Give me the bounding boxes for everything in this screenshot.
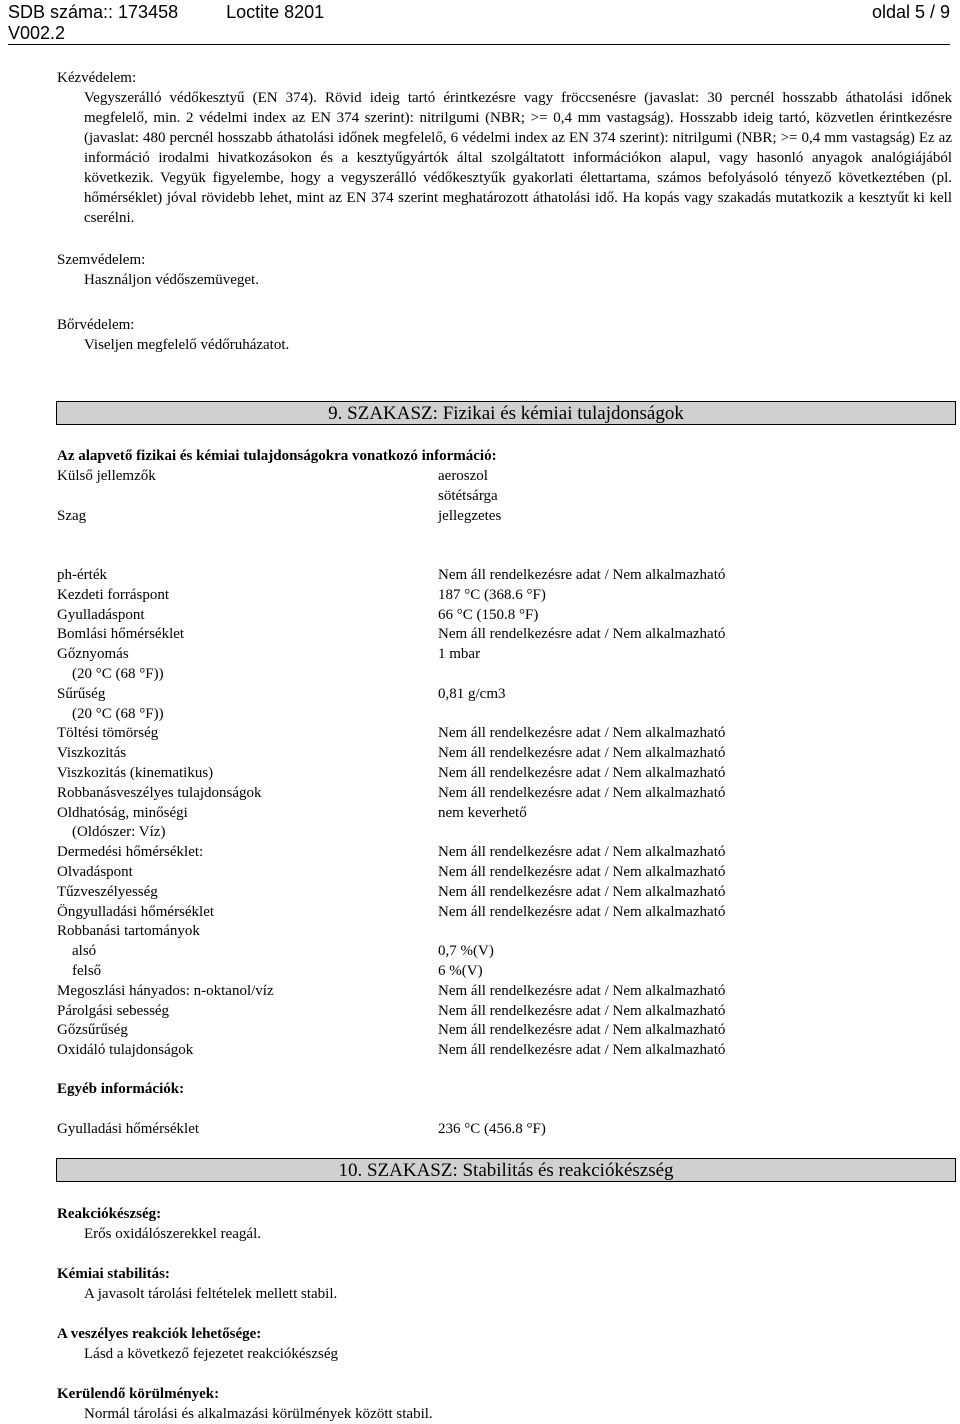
page-header [8, 0, 950, 45]
property-row [57, 803, 937, 823]
property-row [57, 862, 937, 882]
section-9-heading: 9. SZAKASZ: Fizikai és kémiai tulajdonságok [56, 401, 956, 425]
product-name: Loctite 8201 [226, 2, 325, 22]
stability-title: Kémiai stabilitás: [57, 1266, 170, 1282]
property-row [57, 961, 937, 981]
stability-text: A javasolt tárolási feltételek mellett stabil. [84, 1286, 338, 1302]
property-value: Nem áll rendelkezésre adat / Nem alkalmazható [438, 1022, 726, 1039]
property-value: Nem áll rendelkezésre adat / Nem alkalmazható [438, 844, 726, 861]
property-value: Nem áll rendelkezésre adat / Nem alkalmazható [438, 626, 726, 643]
sdb-number: SDB száma:: 173458 [8, 2, 179, 22]
property-value: Nem áll rendelkezésre adat / Nem alkalmazható [438, 567, 726, 583]
header-line [8, 2, 324, 23]
property-row [57, 921, 937, 941]
property-value: Nem áll rendelkezésre adat / Nem alkalmazható [438, 784, 726, 801]
property-label: Bomlási hőmérséklet [57, 626, 185, 643]
property-label: (20 °C (68 °F)) [57, 666, 164, 682]
property-label: Viszkozitás (kinematikus) [57, 765, 214, 781]
property-label: Tűzveszélyesség [57, 883, 158, 900]
property-row [57, 664, 937, 684]
property-row [57, 1040, 937, 1060]
ignition-temp-value: 236 °C (456.8 °F) [438, 1121, 546, 1137]
property-label: Megoszlási hányados: n-oktanol/víz [57, 982, 274, 999]
property-label: (20 °C (68 °F)) [57, 705, 164, 722]
property-value: Nem áll rendelkezésre adat / Nem alkalmazható [438, 1002, 726, 1019]
property-row [57, 605, 937, 625]
property-row [57, 1020, 937, 1040]
property-value: 0,81 g/cm3 [438, 685, 506, 702]
property-value: Nem áll rendelkezésre adat / Nem alkalmazható [438, 765, 726, 781]
hand-protection-text: Vegyszerálló védőkesztyű (EN 374). Rövid ideig tartó érintkezésre vagy fröccsenésre (javaslat: 30 percnél hosszabb áthatolási időnek megfelelő, min. 2 védelmi index az EN 374 szerint): nitrilgumi (NBR; >= 0,4 mm vastagság). Hosszabb ideig tartó, közvetlen érintkezésre (javaslat: 480 percnél hosszabb áthatolási időnek megfelelő, 6 védelmi index az EN 374 szerint): nitrilgumi (NBR; >= 0,4 mm vastagság) Ez az információ irodalmi hivatkozásokon és a kesztyűgyártók által szolgáltatott információkon alapul, vagy hasonló anyagok analógiájából következik. Vegyük figyelembe, hogy a vegyszerálló védőkesztyűk gyakorlati élettartama, számos befolyásoló tényező következtében (pl. hőmérséklet) jóval rövidebb lehet, mint az EN 374 szerint meghatározott áthatolási idő. Ha kopás vagy szakadás mutatkozik a kesztyűt ki kell cserélni. [84, 90, 952, 226]
hand-protection-title: Kézvédelem: [57, 70, 137, 86]
version: V002.2 [8, 23, 66, 43]
skin-protection-title: Bőrvédelem: [57, 317, 135, 333]
property-value: 0,7 %(V) [438, 943, 494, 960]
property-row [57, 565, 937, 585]
property-row [57, 684, 937, 704]
property-row [57, 941, 937, 961]
property-value: Nem áll rendelkezésre adat / Nem alkalmazható [438, 982, 726, 999]
property-label: Töltési tömörség [57, 725, 159, 742]
section-9-subtitle: Az alapvető fizikai és kémiai tulajdonságokra vonatkozó információ: [57, 448, 497, 464]
property-row [57, 902, 937, 922]
property-value: Nem áll rendelkezésre adat / Nem alkalmazható [438, 864, 726, 880]
ignition-temp-label: Gyulladási hőmérséklet [57, 1121, 200, 1137]
property-value: Nem áll rendelkezésre adat / Nem alkalmazható [438, 725, 726, 742]
property-value: Nem áll rendelkezésre adat / Nem alkalmazható [438, 903, 726, 920]
property-label: Sűrűség [57, 685, 106, 702]
appearance-value: aeroszol [438, 468, 488, 484]
property-label: Párolgási sebesség [57, 1002, 170, 1019]
property-label: Öngyulladási hőmérséklet [57, 903, 215, 920]
odor-value: jellegzetes [438, 508, 502, 524]
conditions-to-avoid-title: Kerülendő körülmények: [57, 1386, 220, 1402]
hazardous-reactions-text: Lásd a következő fejezetet reakciókészség [84, 1346, 339, 1362]
property-label: Robbanásveszélyes tulajdonságok [57, 784, 262, 801]
property-row [57, 624, 937, 644]
color-value: sötétsárga [438, 488, 498, 504]
property-row [57, 822, 937, 842]
property-row [57, 704, 937, 724]
property-value: Nem áll rendelkezésre adat / Nem alkalmazható [438, 883, 726, 900]
property-label: alsó [57, 943, 97, 960]
property-label: Viszkozitás [57, 745, 127, 762]
property-value: 187 °C (368.6 °F) [438, 586, 546, 603]
property-label: ph-érték [57, 567, 107, 583]
property-row [57, 981, 937, 1001]
property-label: Dermedési hőmérséklet: [57, 844, 204, 861]
property-row [57, 783, 937, 803]
eye-protection-text: Használjon védőszemüveget. [84, 272, 259, 288]
property-value: 1 mbar [438, 646, 481, 663]
property-row [57, 743, 937, 763]
property-row [57, 1001, 937, 1021]
reactivity-text: Erős oxidálószerekkel reagál. [84, 1226, 262, 1242]
eye-protection-title: Szemvédelem: [57, 252, 146, 268]
property-row [57, 842, 937, 862]
property-label: (Oldószer: Víz) [57, 824, 166, 841]
other-info-title: Egyéb információk: [57, 1081, 185, 1097]
property-label: Gyulladáspont [57, 606, 145, 623]
skin-protection-text: Viseljen megfelelő védőruházatot. [84, 337, 290, 353]
property-label: Gőzsűrűség [57, 1022, 128, 1039]
property-label: Olvadáspont [57, 864, 133, 880]
property-row [57, 763, 937, 783]
section-10-heading: 10. SZAKASZ: Stabilitás és reakciókészség [56, 1158, 956, 1182]
property-row [57, 585, 937, 605]
odor-label: Szag [57, 508, 87, 524]
conditions-to-avoid-text: Normál tárolási és alkalmazási körülmények között stabil. [84, 1406, 433, 1422]
property-value: nem keverhető [438, 804, 527, 821]
property-row [57, 644, 937, 664]
appearance-label: Külső jellemzők [57, 468, 156, 484]
property-value: Nem áll rendelkezésre adat / Nem alkalmazható [438, 1042, 726, 1059]
page-number: oldal 5 / 9 [871, 2, 950, 22]
property-value: 6 %(V) [438, 963, 483, 979]
hazardous-reactions-title: A veszélyes reakciók lehetősége: [57, 1326, 262, 1342]
property-label: Kezdeti forráspont [57, 586, 170, 603]
property-row [57, 882, 937, 902]
property-value: 66 °C (150.8 °F) [438, 606, 539, 623]
property-label: Gőznyomás [57, 646, 129, 663]
property-label: Oldhatóság, minőségi [57, 804, 188, 821]
reactivity-title: Reakciókészség: [57, 1206, 162, 1222]
property-value: Nem áll rendelkezésre adat / Nem alkalmazható [438, 745, 726, 762]
property-label: felső [57, 963, 102, 979]
property-label: Robbanási tartományok [57, 923, 200, 940]
property-row [57, 723, 937, 743]
property-label: Oxidáló tulajdonságok [57, 1042, 194, 1059]
